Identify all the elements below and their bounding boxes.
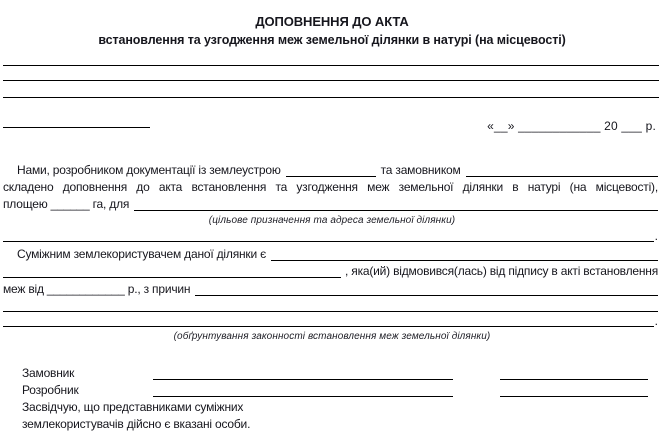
reasons-blank [195, 295, 658, 296]
developer-signature-line [153, 396, 453, 397]
developer-name-blank [286, 176, 376, 177]
developer-signature-row [3, 381, 658, 397]
blank-fill-line [3, 241, 654, 242]
customer-label: Замовник [22, 366, 75, 380]
attestation-line2: землекористувачів дійсно є вказані особи. [22, 417, 251, 431]
place-blank-line [3, 127, 150, 128]
para1-line1-text1: Нами, розробником документації із землеустрою [17, 163, 281, 177]
continuation-blank-line [3, 227, 658, 243]
para1-line3-text: площею ______ га, для [3, 197, 130, 211]
para2-line3-text: меж від ____________ р., з причин [3, 282, 191, 296]
ruled-line [3, 97, 659, 98]
document-subtitle: встановлення та узгодження меж земельної ділянки в натурі (на місцевості) [98, 33, 566, 47]
para1-line1 [3, 161, 658, 178]
developer-name-line [500, 396, 648, 397]
justification-caption: (обґрунтування законності встановлення меж земельної ділянки) [173, 331, 491, 342]
adjacent-user-blank-continued [3, 277, 341, 278]
purpose-blank [134, 210, 658, 211]
adjacent-user-blank [271, 260, 658, 261]
line-end-period: . [654, 229, 658, 243]
purpose-caption: (цільове призначення та адреса земельної ділянки) [208, 215, 456, 226]
para2-line1-text: Суміжним землекористувачем даної ділянки є [17, 247, 267, 261]
customer-signature-row [3, 364, 658, 380]
para1-line2: складено доповнення до акта встановлення та узгодження меж земельної ділянки в натурі (на місцевості), [3, 180, 658, 194]
ruled-line [3, 65, 659, 66]
para2-line1 [3, 245, 658, 262]
ruled-line [3, 80, 659, 81]
developer-label: Розробник [22, 383, 79, 397]
line-end-period: . [654, 314, 658, 328]
attestation-line1: Засвідчую, що представниками суміжних [22, 400, 244, 414]
customer-signature-line [153, 379, 453, 380]
customer-name-line [500, 379, 648, 380]
reasons-blank-line-end [3, 312, 658, 328]
blank-fill-line [3, 326, 654, 327]
para2-line3 [3, 280, 658, 297]
customer-name-blank [466, 176, 658, 177]
para1-line3 [3, 195, 658, 212]
date-blank: «__» ____________ 20 ___ р. [487, 119, 656, 133]
para1-line1-text2: та замовником [380, 163, 461, 177]
para2-line2 [3, 262, 658, 279]
para2-line2-text: , яка(ий) відмовився(лась) від підпису в акті встановлення [345, 264, 658, 278]
document-title: ДОПОВНЕННЯ ДО АКТА [255, 14, 409, 29]
